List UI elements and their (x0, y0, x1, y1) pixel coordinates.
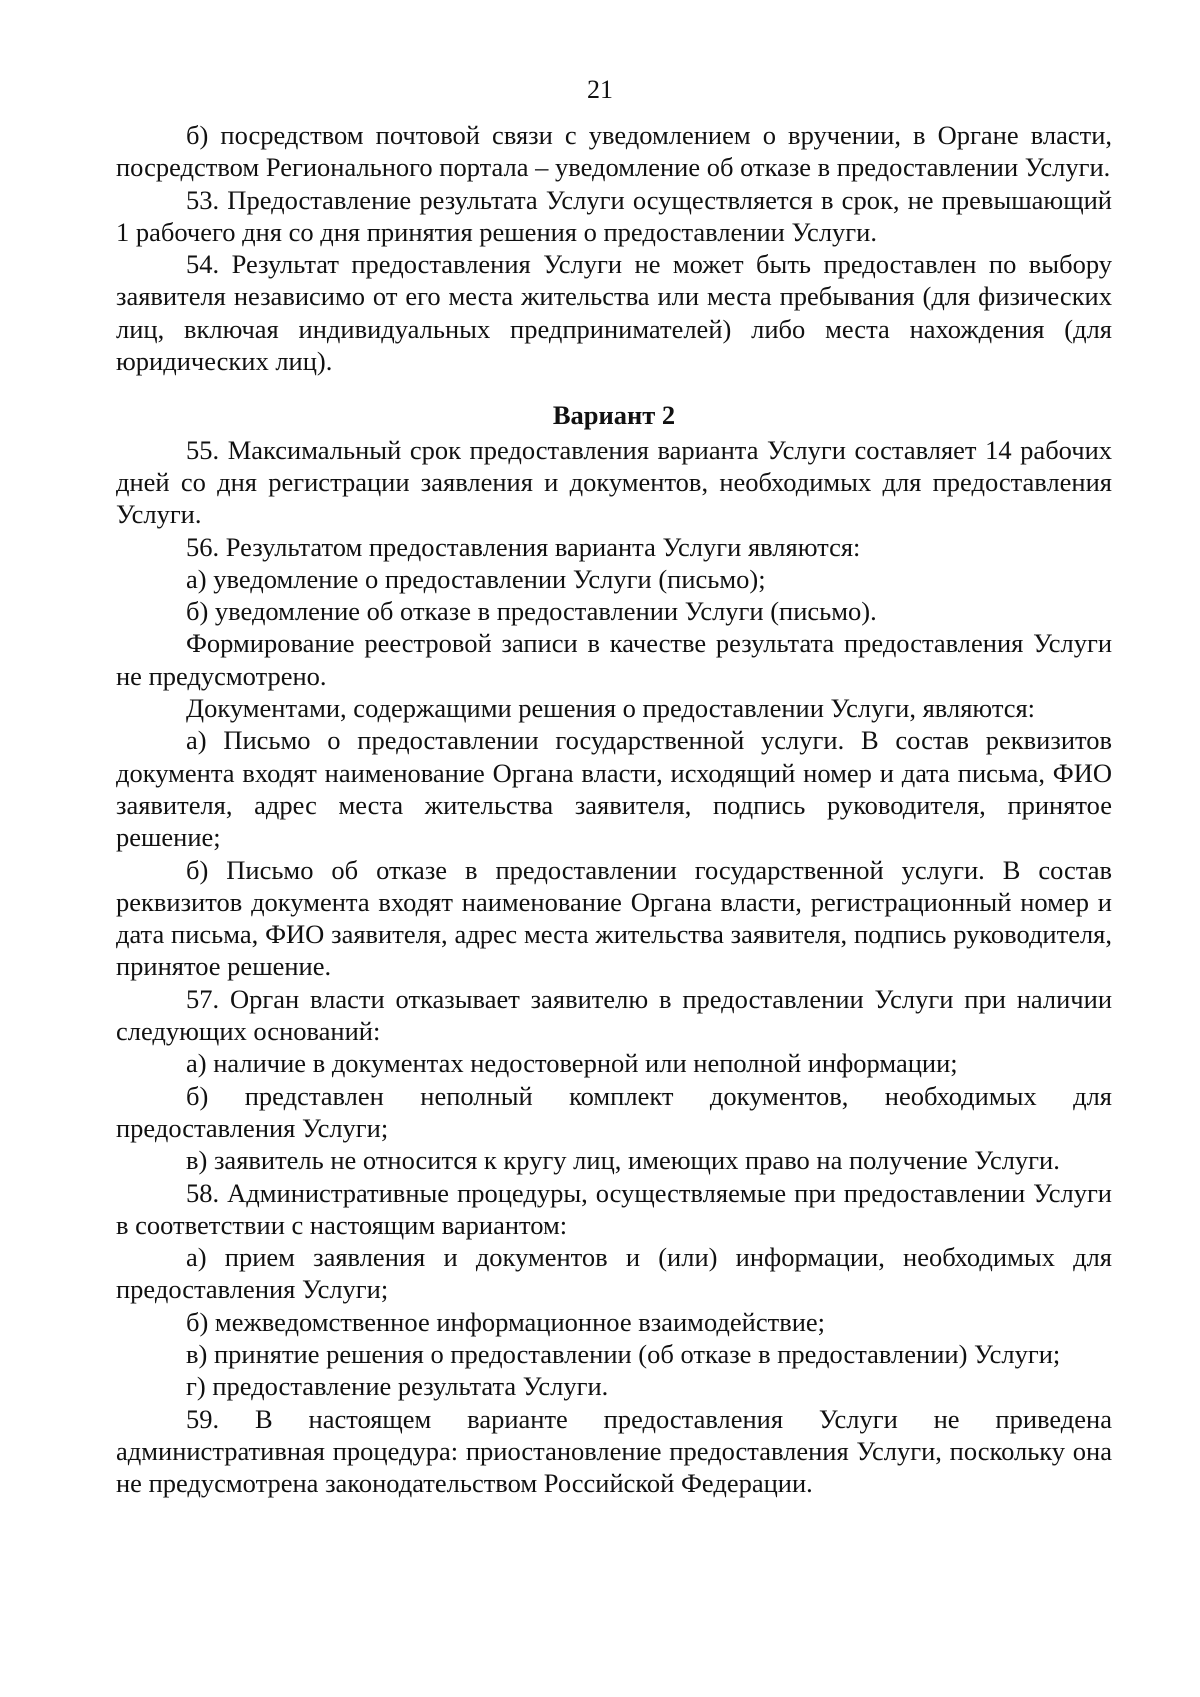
paragraph: 57. Орган власти отказывает заявителю в предоставлении Услуги при наличии следующих оснований: (116, 983, 1112, 1047)
paragraph: а) уведомление о предоставлении Услуги (письмо); (186, 563, 766, 594)
section-heading: Вариант 2 (552, 400, 676, 431)
paragraph: а) наличие в документах недостоверной или неполной информации; (186, 1048, 958, 1079)
paragraph: в) заявитель не относится к кругу лиц, имеющих право на получение Услуги. (186, 1145, 1060, 1176)
paragraph: б) представлен неполный комплект документов, необходимых для предоставления Услуги; (116, 1080, 1112, 1143)
paragraph: б) Письмо об отказе в предоставлении государственной услуги. В состав реквизитов документа входят наименование Органа власти, регистрационный номер и дата письма, ФИО заявителя, адрес места жительства заявителя, подпись руководителя, принятое решение. (116, 854, 1112, 982)
paragraph: Формирование реестровой записи в качестве результата предоставления Услуги не предусмотрено. (116, 628, 1112, 691)
paragraph: б) межведомственное информационное взаимодействие; (186, 1306, 826, 1337)
page-number: 21 (587, 75, 613, 104)
paragraph: 56. Результатом предоставления варианта Услуги являются: (186, 531, 861, 562)
paragraph: 54. Результат предоставления Услуги не может быть предоставлен по выбору заявителя независимо от его места жительства или места пребывания (для физических лиц, включая индивидуальных предпринимателей) либо места нахождения (для юридических лиц). (116, 249, 1112, 377)
paragraph: б) уведомление об отказе в предоставлении Услуги (письмо). (186, 596, 877, 627)
paragraph: в) принятие решения о предоставлении (об отказе в предоставлении) Услуги; (186, 1338, 1061, 1369)
paragraph: 55. Максимальный срок предоставления варианта Услуги составляет 14 рабочих дней со дня регистрации заявления и документов, необходимых для предоставления Услуги. (116, 434, 1112, 530)
paragraph: а) прием заявления и документов и (или) информации, необходимых для предоставления Услуги; (116, 1242, 1112, 1305)
paragraph: а) Письмо о предоставлении государственной услуги. В состав реквизитов документа входят наименование Органа власти, исходящий номер и дата письма, ФИО заявителя, адрес места жительства заявителя, подпись руководителя, принятое решение; (116, 725, 1112, 853)
paragraph: 53. Предоставление результата Услуги осуществляется в срок, не превышающий 1 рабочего дня со дня принятия решения о предоставлении Услуги. (116, 184, 1112, 247)
paragraph: 58. Административные процедуры, осуществляемые при предоставлении Услуги в соответствии с настоящим вариантом: (116, 1177, 1112, 1240)
document-body (116, 119, 1112, 1499)
paragraph: г) предоставление результата Услуги. (186, 1371, 609, 1402)
paragraph: 59. В настоящем варианте предоставления Услуги не приведена административная процедура: приостановление предоставления Услуги, поскольку она не предусмотрена законодательством Российской Федерации. (116, 1403, 1112, 1499)
paragraph: Документами, содержащими решения о предоставлении Услуги, являются: (186, 693, 1036, 724)
paragraph: б) посредством почтовой связи с уведомлением о вручении, в Органе власти, посредством Регионального портала – уведомление об отказе в предоставлении Услуги. (116, 120, 1112, 183)
